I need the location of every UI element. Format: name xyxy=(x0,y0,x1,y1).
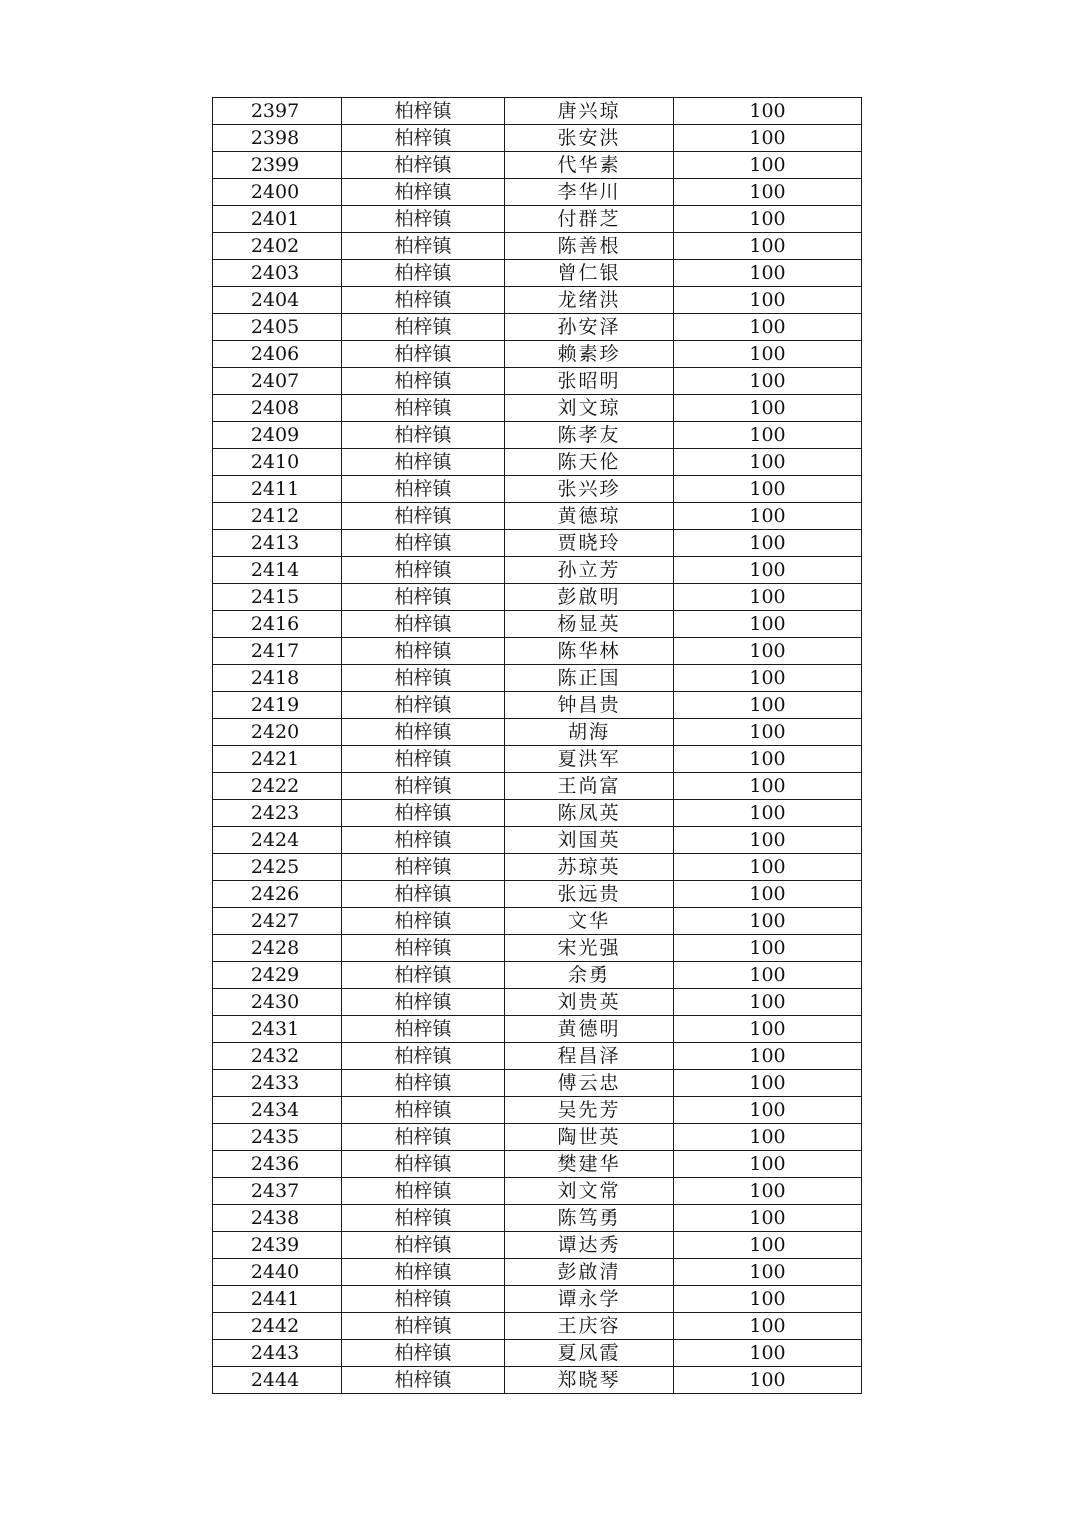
table-row xyxy=(213,557,862,584)
person-name-cell: 杨显英 xyxy=(505,611,674,638)
table-row xyxy=(213,1151,862,1178)
town-cell: 柏梓镇 xyxy=(342,827,505,854)
town-cell: 柏梓镇 xyxy=(342,476,505,503)
town-cell: 柏梓镇 xyxy=(342,1340,505,1367)
town-cell: 柏梓镇 xyxy=(342,1313,505,1340)
serial-number-cell: 2431 xyxy=(213,1016,342,1043)
person-name-cell: 刘文常 xyxy=(505,1178,674,1205)
person-name-cell: 苏琼英 xyxy=(505,854,674,881)
table-row xyxy=(213,368,862,395)
serial-number-cell: 2406 xyxy=(213,341,342,368)
town-cell: 柏梓镇 xyxy=(342,584,505,611)
table-row xyxy=(213,1232,862,1259)
town-cell: 柏梓镇 xyxy=(342,881,505,908)
serial-number-cell: 2411 xyxy=(213,476,342,503)
amount-cell: 100 xyxy=(674,746,862,773)
serial-number-cell: 2414 xyxy=(213,557,342,584)
amount-cell: 100 xyxy=(674,476,862,503)
amount-cell: 100 xyxy=(674,557,862,584)
serial-number-cell: 2442 xyxy=(213,1313,342,1340)
amount-cell: 100 xyxy=(674,341,862,368)
town-cell: 柏梓镇 xyxy=(342,1043,505,1070)
table-row xyxy=(213,692,862,719)
amount-cell: 100 xyxy=(674,422,862,449)
town-cell: 柏梓镇 xyxy=(342,206,505,233)
serial-number-cell: 2441 xyxy=(213,1286,342,1313)
table-row xyxy=(213,800,862,827)
town-cell: 柏梓镇 xyxy=(342,449,505,476)
roster-table-body xyxy=(213,98,862,1394)
amount-cell: 100 xyxy=(674,773,862,800)
table-row xyxy=(213,98,862,125)
person-name-cell: 文华 xyxy=(505,908,674,935)
table-row xyxy=(213,1367,862,1394)
town-cell: 柏梓镇 xyxy=(342,1232,505,1259)
table-row xyxy=(213,449,862,476)
town-cell: 柏梓镇 xyxy=(342,557,505,584)
person-name-cell: 黄德琼 xyxy=(505,503,674,530)
amount-cell: 100 xyxy=(674,368,862,395)
town-cell: 柏梓镇 xyxy=(342,1097,505,1124)
serial-number-cell: 2397 xyxy=(213,98,342,125)
table-row xyxy=(213,746,862,773)
serial-number-cell: 2436 xyxy=(213,1151,342,1178)
person-name-cell: 贾晓玲 xyxy=(505,530,674,557)
table-row xyxy=(213,935,862,962)
table-row xyxy=(213,1259,862,1286)
serial-number-cell: 2437 xyxy=(213,1178,342,1205)
serial-number-cell: 2420 xyxy=(213,719,342,746)
table-row xyxy=(213,827,862,854)
town-cell: 柏梓镇 xyxy=(342,179,505,206)
person-name-cell: 陈孝友 xyxy=(505,422,674,449)
person-name-cell: 陈凤英 xyxy=(505,800,674,827)
amount-cell: 100 xyxy=(674,800,862,827)
amount-cell: 100 xyxy=(674,530,862,557)
serial-number-cell: 2421 xyxy=(213,746,342,773)
table-row xyxy=(213,1070,862,1097)
amount-cell: 100 xyxy=(674,1367,862,1394)
serial-number-cell: 2407 xyxy=(213,368,342,395)
amount-cell: 100 xyxy=(674,611,862,638)
serial-number-cell: 2425 xyxy=(213,854,342,881)
roster-table xyxy=(212,97,862,1394)
serial-number-cell: 2428 xyxy=(213,935,342,962)
town-cell: 柏梓镇 xyxy=(342,395,505,422)
serial-number-cell: 2443 xyxy=(213,1340,342,1367)
town-cell: 柏梓镇 xyxy=(342,746,505,773)
town-cell: 柏梓镇 xyxy=(342,260,505,287)
serial-number-cell: 2440 xyxy=(213,1259,342,1286)
table-row xyxy=(213,530,862,557)
person-name-cell: 陈笃勇 xyxy=(505,1205,674,1232)
table-row xyxy=(213,152,862,179)
amount-cell: 100 xyxy=(674,692,862,719)
amount-cell: 100 xyxy=(674,1151,862,1178)
amount-cell: 100 xyxy=(674,1124,862,1151)
person-name-cell: 张昭明 xyxy=(505,368,674,395)
amount-cell: 100 xyxy=(674,449,862,476)
table-row xyxy=(213,314,862,341)
town-cell: 柏梓镇 xyxy=(342,800,505,827)
town-cell: 柏梓镇 xyxy=(342,908,505,935)
table-row xyxy=(213,395,862,422)
amount-cell: 100 xyxy=(674,1043,862,1070)
town-cell: 柏梓镇 xyxy=(342,98,505,125)
serial-number-cell: 2422 xyxy=(213,773,342,800)
town-cell: 柏梓镇 xyxy=(342,638,505,665)
person-name-cell: 谭永学 xyxy=(505,1286,674,1313)
table-row xyxy=(213,1205,862,1232)
amount-cell: 100 xyxy=(674,1070,862,1097)
table-row xyxy=(213,908,862,935)
person-name-cell: 张安洪 xyxy=(505,125,674,152)
person-name-cell: 孙安泽 xyxy=(505,314,674,341)
table-row xyxy=(213,1016,862,1043)
person-name-cell: 程昌泽 xyxy=(505,1043,674,1070)
town-cell: 柏梓镇 xyxy=(342,1178,505,1205)
table-row xyxy=(213,260,862,287)
person-name-cell: 王庆容 xyxy=(505,1313,674,1340)
town-cell: 柏梓镇 xyxy=(342,368,505,395)
table-row xyxy=(213,584,862,611)
serial-number-cell: 2403 xyxy=(213,260,342,287)
person-name-cell: 郑晓琴 xyxy=(505,1367,674,1394)
town-cell: 柏梓镇 xyxy=(342,530,505,557)
serial-number-cell: 2418 xyxy=(213,665,342,692)
person-name-cell: 谭达秀 xyxy=(505,1232,674,1259)
table-row xyxy=(213,422,862,449)
town-cell: 柏梓镇 xyxy=(342,1124,505,1151)
serial-number-cell: 2413 xyxy=(213,530,342,557)
town-cell: 柏梓镇 xyxy=(342,989,505,1016)
person-name-cell: 刘国英 xyxy=(505,827,674,854)
amount-cell: 100 xyxy=(674,1313,862,1340)
town-cell: 柏梓镇 xyxy=(342,962,505,989)
amount-cell: 100 xyxy=(674,152,862,179)
table-row xyxy=(213,773,862,800)
person-name-cell: 钟昌贵 xyxy=(505,692,674,719)
amount-cell: 100 xyxy=(674,98,862,125)
table-row xyxy=(213,881,862,908)
table-row xyxy=(213,989,862,1016)
serial-number-cell: 2402 xyxy=(213,233,342,260)
amount-cell: 100 xyxy=(674,584,862,611)
amount-cell: 100 xyxy=(674,881,862,908)
person-name-cell: 王尚富 xyxy=(505,773,674,800)
person-name-cell: 陈正国 xyxy=(505,665,674,692)
table-row xyxy=(213,665,862,692)
person-name-cell: 张兴珍 xyxy=(505,476,674,503)
person-name-cell: 彭啟明 xyxy=(505,584,674,611)
serial-number-cell: 2416 xyxy=(213,611,342,638)
table-row xyxy=(213,611,862,638)
town-cell: 柏梓镇 xyxy=(342,692,505,719)
serial-number-cell: 2419 xyxy=(213,692,342,719)
amount-cell: 100 xyxy=(674,125,862,152)
serial-number-cell: 2398 xyxy=(213,125,342,152)
table-row xyxy=(213,1286,862,1313)
person-name-cell: 付群芝 xyxy=(505,206,674,233)
serial-number-cell: 2430 xyxy=(213,989,342,1016)
town-cell: 柏梓镇 xyxy=(342,1286,505,1313)
table-row xyxy=(213,854,862,881)
serial-number-cell: 2424 xyxy=(213,827,342,854)
table-row xyxy=(213,638,862,665)
person-name-cell: 刘文琼 xyxy=(505,395,674,422)
town-cell: 柏梓镇 xyxy=(342,854,505,881)
town-cell: 柏梓镇 xyxy=(342,1367,505,1394)
serial-number-cell: 2409 xyxy=(213,422,342,449)
person-name-cell: 陈天伦 xyxy=(505,449,674,476)
amount-cell: 100 xyxy=(674,827,862,854)
serial-number-cell: 2415 xyxy=(213,584,342,611)
town-cell: 柏梓镇 xyxy=(342,611,505,638)
table-row xyxy=(213,287,862,314)
person-name-cell: 余勇 xyxy=(505,962,674,989)
amount-cell: 100 xyxy=(674,1340,862,1367)
town-cell: 柏梓镇 xyxy=(342,1259,505,1286)
amount-cell: 100 xyxy=(674,854,862,881)
person-name-cell: 唐兴琼 xyxy=(505,98,674,125)
serial-number-cell: 2404 xyxy=(213,287,342,314)
town-cell: 柏梓镇 xyxy=(342,719,505,746)
amount-cell: 100 xyxy=(674,989,862,1016)
town-cell: 柏梓镇 xyxy=(342,503,505,530)
table-row xyxy=(213,125,862,152)
person-name-cell: 宋光强 xyxy=(505,935,674,962)
town-cell: 柏梓镇 xyxy=(342,152,505,179)
table-row xyxy=(213,503,862,530)
serial-number-cell: 2432 xyxy=(213,1043,342,1070)
amount-cell: 100 xyxy=(674,1097,862,1124)
town-cell: 柏梓镇 xyxy=(342,1151,505,1178)
person-name-cell: 刘贵英 xyxy=(505,989,674,1016)
serial-number-cell: 2417 xyxy=(213,638,342,665)
person-name-cell: 陈善根 xyxy=(505,233,674,260)
town-cell: 柏梓镇 xyxy=(342,1016,505,1043)
person-name-cell: 傅云忠 xyxy=(505,1070,674,1097)
town-cell: 柏梓镇 xyxy=(342,773,505,800)
amount-cell: 100 xyxy=(674,1259,862,1286)
amount-cell: 100 xyxy=(674,287,862,314)
town-cell: 柏梓镇 xyxy=(342,1205,505,1232)
amount-cell: 100 xyxy=(674,1016,862,1043)
person-name-cell: 陶世英 xyxy=(505,1124,674,1151)
serial-number-cell: 2427 xyxy=(213,908,342,935)
table-row xyxy=(213,179,862,206)
amount-cell: 100 xyxy=(674,395,862,422)
serial-number-cell: 2434 xyxy=(213,1097,342,1124)
serial-number-cell: 2429 xyxy=(213,962,342,989)
serial-number-cell: 2410 xyxy=(213,449,342,476)
amount-cell: 100 xyxy=(674,503,862,530)
town-cell: 柏梓镇 xyxy=(342,233,505,260)
town-cell: 柏梓镇 xyxy=(342,125,505,152)
town-cell: 柏梓镇 xyxy=(342,935,505,962)
amount-cell: 100 xyxy=(674,908,862,935)
serial-number-cell: 2439 xyxy=(213,1232,342,1259)
person-name-cell: 李华川 xyxy=(505,179,674,206)
table-row xyxy=(213,1178,862,1205)
serial-number-cell: 2426 xyxy=(213,881,342,908)
town-cell: 柏梓镇 xyxy=(342,341,505,368)
table-row xyxy=(213,719,862,746)
serial-number-cell: 2400 xyxy=(213,179,342,206)
person-name-cell: 陈华林 xyxy=(505,638,674,665)
amount-cell: 100 xyxy=(674,962,862,989)
amount-cell: 100 xyxy=(674,665,862,692)
amount-cell: 100 xyxy=(674,719,862,746)
person-name-cell: 黄德明 xyxy=(505,1016,674,1043)
amount-cell: 100 xyxy=(674,935,862,962)
table-row xyxy=(213,341,862,368)
table-row xyxy=(213,1313,862,1340)
amount-cell: 100 xyxy=(674,1232,862,1259)
serial-number-cell: 2412 xyxy=(213,503,342,530)
table-row xyxy=(213,1043,862,1070)
serial-number-cell: 2401 xyxy=(213,206,342,233)
serial-number-cell: 2399 xyxy=(213,152,342,179)
person-name-cell: 孙立芳 xyxy=(505,557,674,584)
person-name-cell: 夏凤霞 xyxy=(505,1340,674,1367)
table-row xyxy=(213,1097,862,1124)
person-name-cell: 吴先芳 xyxy=(505,1097,674,1124)
amount-cell: 100 xyxy=(674,1286,862,1313)
person-name-cell: 彭啟清 xyxy=(505,1259,674,1286)
amount-cell: 100 xyxy=(674,233,862,260)
amount-cell: 100 xyxy=(674,260,862,287)
amount-cell: 100 xyxy=(674,638,862,665)
table-row xyxy=(213,476,862,503)
serial-number-cell: 2435 xyxy=(213,1124,342,1151)
town-cell: 柏梓镇 xyxy=(342,422,505,449)
town-cell: 柏梓镇 xyxy=(342,665,505,692)
table-row xyxy=(213,1340,862,1367)
serial-number-cell: 2433 xyxy=(213,1070,342,1097)
table-row xyxy=(213,962,862,989)
amount-cell: 100 xyxy=(674,314,862,341)
amount-cell: 100 xyxy=(674,1178,862,1205)
person-name-cell: 代华素 xyxy=(505,152,674,179)
town-cell: 柏梓镇 xyxy=(342,314,505,341)
amount-cell: 100 xyxy=(674,206,862,233)
person-name-cell: 曾仁银 xyxy=(505,260,674,287)
table-row xyxy=(213,206,862,233)
serial-number-cell: 2423 xyxy=(213,800,342,827)
person-name-cell: 夏洪军 xyxy=(505,746,674,773)
serial-number-cell: 2438 xyxy=(213,1205,342,1232)
serial-number-cell: 2444 xyxy=(213,1367,342,1394)
amount-cell: 100 xyxy=(674,1205,862,1232)
person-name-cell: 赖素珍 xyxy=(505,341,674,368)
town-cell: 柏梓镇 xyxy=(342,1070,505,1097)
person-name-cell: 樊建华 xyxy=(505,1151,674,1178)
serial-number-cell: 2405 xyxy=(213,314,342,341)
table-row xyxy=(213,233,862,260)
person-name-cell: 胡海 xyxy=(505,719,674,746)
amount-cell: 100 xyxy=(674,179,862,206)
person-name-cell: 龙绪洪 xyxy=(505,287,674,314)
person-name-cell: 张远贵 xyxy=(505,881,674,908)
serial-number-cell: 2408 xyxy=(213,395,342,422)
table-row xyxy=(213,1124,862,1151)
town-cell: 柏梓镇 xyxy=(342,287,505,314)
